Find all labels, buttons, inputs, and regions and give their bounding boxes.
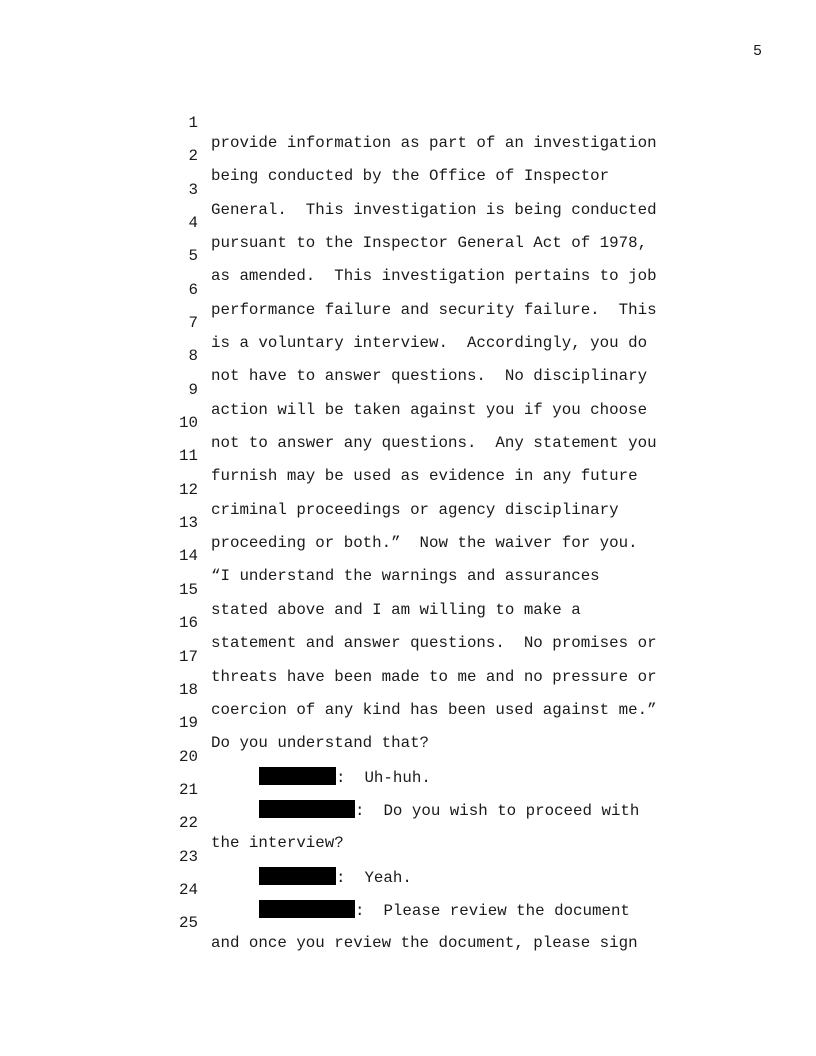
line-speech: : Uh-huh. [336, 768, 431, 787]
transcript-body [172, 93, 692, 953]
line-text: is a voluntary interview. Accordingly, you do [211, 334, 648, 353]
line-number: 15 [179, 580, 198, 599]
line-text: furnish may be used as evidence in any future [211, 467, 638, 486]
line-text: Do you understand that? [211, 734, 430, 753]
line-text: and once you review the document, please sign [211, 934, 638, 953]
line-speech: : Yeah. [336, 868, 412, 887]
line-text: proceeding or both.” Now the waiver for you. [211, 534, 638, 553]
line-text: being conducted by the Office of Inspector [211, 167, 610, 186]
line-text: not have to answer questions. No disciplinary [211, 367, 648, 386]
transcript-line [172, 193, 692, 253]
page-number: 5 [752, 43, 762, 60]
line-number: 12 [179, 480, 198, 499]
line-number: 22 [179, 814, 198, 833]
line-number: 16 [179, 614, 198, 633]
line-text: provide information as part of an investigation [211, 134, 657, 152]
transcript-line [172, 226, 692, 286]
line-text: stated above and I am willing to make a [211, 600, 581, 619]
line-number: 21 [179, 780, 198, 799]
transcript-line [172, 326, 692, 386]
line-text: performance failure and security failure. This [211, 300, 657, 319]
line-text: statement and answer questions. No promises or [211, 634, 657, 653]
transcript-line [172, 693, 692, 753]
line-number: 3 [188, 180, 198, 199]
line-number: 8 [188, 347, 198, 366]
line-number: 13 [179, 514, 198, 533]
transcript-line [172, 260, 692, 319]
line-text: not to answer any questions. Any statement you [211, 434, 657, 453]
transcript-line [172, 660, 692, 719]
line-number: 4 [188, 214, 198, 233]
transcript-line [172, 593, 692, 653]
transcript-line [172, 360, 692, 419]
line-text: the interview? [211, 834, 344, 853]
transcript-line [172, 627, 692, 686]
transcript-line [172, 426, 692, 486]
line-number: 2 [188, 147, 198, 166]
line-number: 7 [188, 314, 198, 333]
line-speech: : Please review the document [355, 901, 630, 920]
transcript-line-speaker [172, 827, 692, 887]
transcript-line-speaker [172, 727, 692, 787]
transcript-line [172, 393, 692, 453]
transcript-line [172, 893, 692, 953]
transcript-line [172, 160, 692, 219]
transcript-line [172, 793, 692, 853]
line-number: 1 [188, 114, 198, 132]
line-number: 18 [179, 680, 198, 699]
line-number: 5 [188, 247, 198, 266]
line-text: as amended. This investigation pertains to job [211, 267, 657, 286]
line-text: “I understand the warnings and assurances [211, 567, 600, 586]
line-number: 24 [179, 880, 198, 899]
line-text: threats have been made to me and no pressure or [211, 667, 657, 686]
line-number: 17 [179, 647, 198, 666]
line-text: action will be taken against you if you choose [211, 400, 648, 419]
transcript-line [172, 460, 692, 519]
line-number: 25 [179, 914, 198, 933]
transcript-line [172, 93, 692, 152]
line-speech: : Do you wish to proceed with [355, 801, 640, 820]
line-number: 19 [179, 714, 198, 733]
transcript-line [172, 526, 692, 586]
line-text: General. This investigation is being conducted [211, 200, 657, 219]
line-number: 23 [179, 847, 198, 866]
transcript-line [172, 126, 692, 186]
transcript-line [172, 493, 692, 553]
line-number: 9 [188, 380, 198, 399]
line-text: criminal proceedings or agency disciplinary [211, 500, 619, 519]
line-text: pursuant to the Inspector General Act of 1978, [211, 234, 648, 253]
transcript-line-speaker [172, 860, 692, 920]
line-number: 14 [179, 547, 198, 566]
transcript-line [172, 560, 692, 619]
line-text: coercion of any kind has been used against me.” [211, 700, 657, 719]
transcript-line-speaker [172, 760, 692, 820]
line-number: 6 [188, 280, 198, 299]
transcript-line [172, 293, 692, 353]
line-number: 10 [179, 414, 198, 433]
line-number: 11 [179, 447, 198, 466]
line-number: 20 [179, 747, 198, 766]
